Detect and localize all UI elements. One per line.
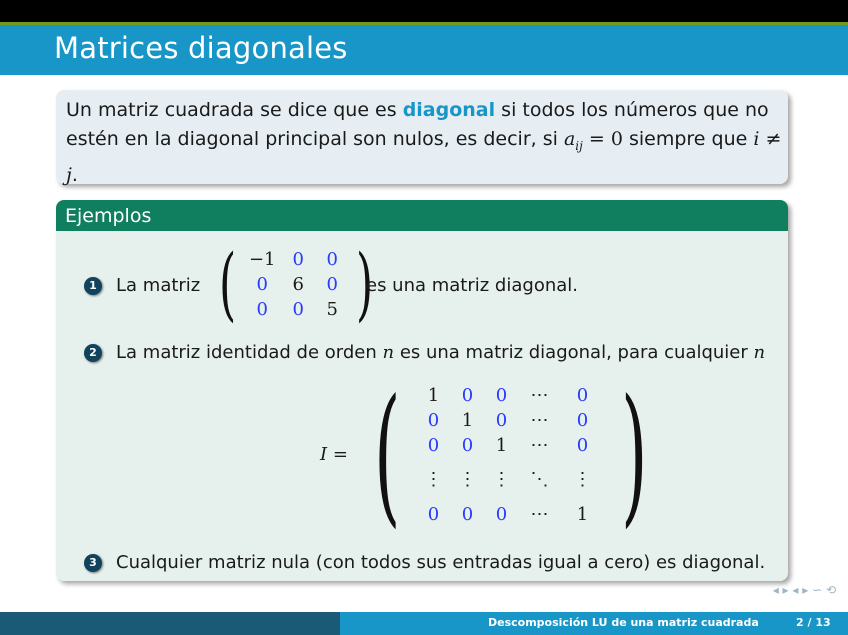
matrix-cell: −1 (248, 248, 276, 270)
matrix-cell: 0 (576, 410, 589, 431)
matrix-cell: ⋯ (530, 410, 549, 431)
variable-n: n (382, 342, 395, 363)
identity-lhs: I = (320, 444, 348, 465)
slide-title: Matrices diagonales (54, 31, 348, 65)
matrix-cell: 0 (427, 504, 440, 525)
matrix-grid (417, 383, 605, 527)
matrix-cell: 0 (495, 385, 508, 406)
example-2-text-part: La matriz identidad de orden (116, 342, 383, 363)
example-2-text-part: es una matriz diagonal, para cualquier (394, 342, 754, 363)
matrix-cell: 1 (461, 410, 474, 431)
inequality-operator: ≠ (759, 128, 782, 150)
footer-title: Descomposición LU de una matriz cuadrada (488, 616, 759, 629)
matrix-cell: 0 (427, 435, 440, 456)
matrix-cell: ⋱ (530, 469, 549, 490)
condition-variable: a (563, 128, 576, 150)
matrix-cell: 6 (292, 273, 304, 295)
right-paren: ) (620, 368, 647, 542)
navigation-symbols-icon[interactable]: ◂ ▸ ◂ ▸ ∽ ⟲ (772, 583, 836, 597)
example-2-text (116, 342, 765, 363)
matrix-cell: 0 (326, 248, 338, 270)
enum-bullet-3: 3 (84, 554, 102, 572)
matrix-cell: ⋯ (530, 435, 549, 456)
definition-text-part: Un matriz cuadrada se dice que es (66, 99, 403, 121)
matrix-cell: 0 (292, 298, 304, 320)
matrix-cell: 0 (495, 410, 508, 431)
matrix-cell: ⋮ (458, 469, 477, 490)
definition-keyword: diagonal (402, 99, 496, 121)
matrix-cell: 0 (495, 504, 508, 525)
matrix-cell: 0 (461, 385, 474, 406)
identity-matrix (358, 368, 663, 542)
matrix-cell: 0 (576, 435, 589, 456)
matrix-cell: ⋯ (530, 504, 549, 525)
matrix-cell: 1 (495, 435, 508, 456)
matrix-cell: 1 (576, 504, 589, 525)
matrix-cell: 5 (326, 298, 338, 320)
examples-header (56, 200, 788, 231)
definition-text-part: si todos los números que no estén en la diagonal principal son nulos, es decir, si (66, 99, 769, 150)
matrix-cell: 0 (576, 385, 589, 406)
left-paren: ( (374, 368, 401, 542)
variable-n: n (753, 342, 766, 363)
example-3-text: Cualquier matriz nula (con todos sus entradas igual a cero) es diagonal. (116, 552, 766, 573)
footer-left-bar (0, 612, 340, 635)
matrix-cell: ⋮ (492, 469, 511, 490)
example-1-pre: La matriz (116, 275, 201, 296)
matrix-grid (243, 247, 349, 322)
condition-equals: = 0 (582, 128, 623, 150)
matrix-cell: 0 (461, 504, 474, 525)
condition-subscript: ij (575, 138, 583, 153)
examples-title: Ejemplos (65, 205, 152, 227)
matrix-cell: 0 (256, 273, 268, 295)
enum-bullet-2: 2 (84, 344, 102, 362)
inequality-i: i (753, 128, 760, 150)
top-black-bar (0, 0, 848, 22)
right-paren: ) (356, 237, 374, 330)
enum-bullet-1: 1 (84, 277, 102, 295)
footer-page-number: 2 / 13 (796, 616, 831, 629)
matrix-cell: 0 (256, 298, 268, 320)
definition-text-part: . (71, 163, 78, 186)
example-1-matrix (212, 237, 380, 330)
matrix-cell: ⋮ (424, 469, 443, 490)
matrix-cell: ⋮ (573, 469, 592, 490)
matrix-cell: 0 (326, 273, 338, 295)
definition-text (66, 96, 782, 190)
inequality-j: j (66, 163, 72, 186)
matrix-cell: 0 (292, 248, 304, 270)
definition-text-part: siempre que (622, 128, 754, 150)
matrix-cell: ⋯ (530, 385, 549, 406)
matrix-cell: 0 (427, 410, 440, 431)
matrix-cell: 1 (427, 385, 440, 406)
matrix-cell: 0 (461, 435, 474, 456)
example-1-post: es una matriz diagonal. (366, 275, 578, 296)
left-paren: ( (219, 237, 237, 330)
